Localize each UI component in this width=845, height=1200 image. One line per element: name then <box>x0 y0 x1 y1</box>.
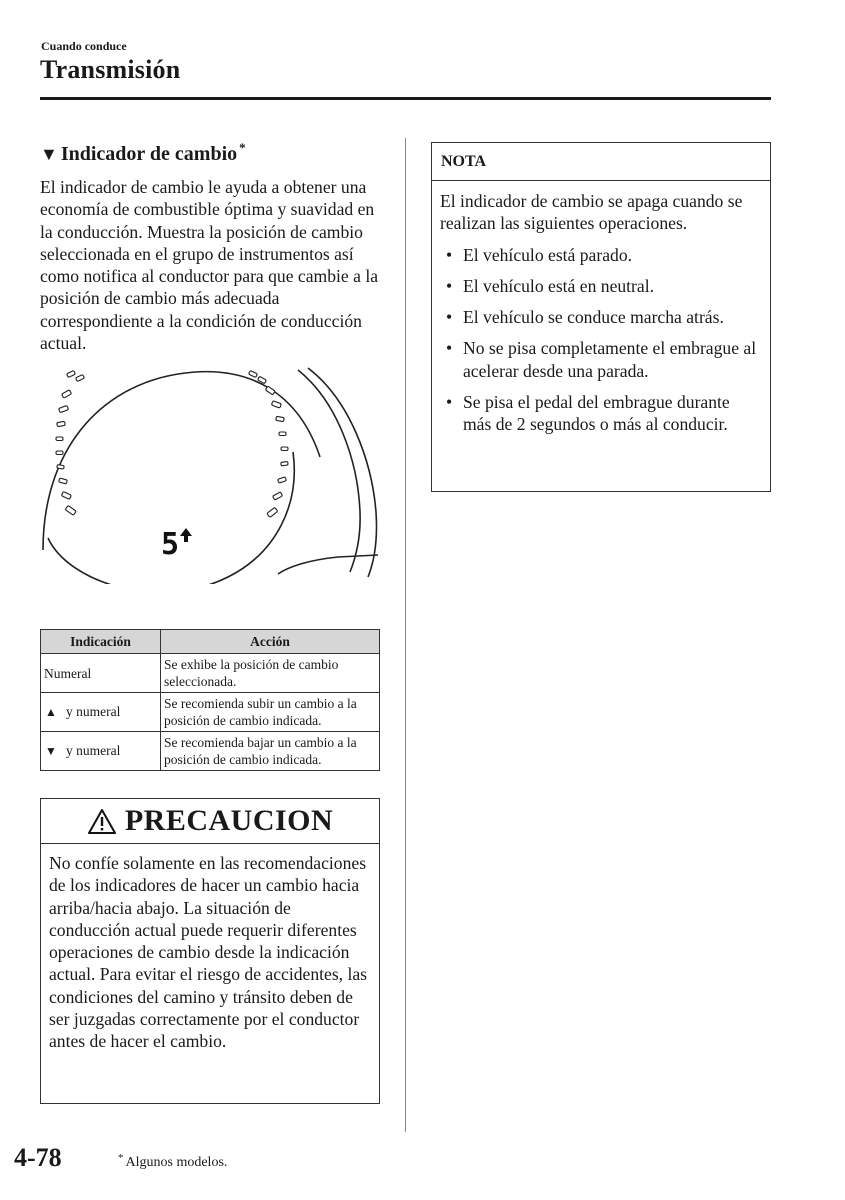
footnote <box>118 1152 227 1171</box>
triangle-marker-icon: ▼ <box>40 144 58 164</box>
cluster-bezel <box>298 370 360 572</box>
list-item: • El vehículo está parado. <box>446 244 633 265</box>
row-action: Se exhibe la posición de cambio seleccionada. <box>161 654 380 693</box>
caution-header <box>41 799 379 844</box>
gauge-tick-marks <box>56 370 288 517</box>
note-box <box>431 142 771 492</box>
row-action: Se recomienda bajar un cambio a la posición de cambio indicada. <box>161 732 380 771</box>
bullet-icon: • <box>446 338 453 359</box>
gear-digit: 5 <box>161 527 180 562</box>
gauge-inner-ring <box>48 452 294 584</box>
table-header-indication: Indicación <box>41 630 161 654</box>
row-indication: y numeral <box>66 743 121 758</box>
footnote-marker: * <box>239 140 246 155</box>
bullet-icon: • <box>446 275 453 296</box>
gauge-outer-ring <box>43 372 320 550</box>
caution-box <box>40 798 380 1104</box>
bullet-icon: • <box>446 307 453 328</box>
row-indication: y numeral <box>66 704 121 719</box>
footnote-text: Algunos modelos. <box>125 1155 228 1170</box>
page-number: 4-78 <box>14 1143 62 1172</box>
shift-up-arrow-icon <box>180 528 192 542</box>
footnote-marker: * <box>118 1152 124 1164</box>
intro-paragraph: El indicador de cambio le ayuda a obtener una economía de combustible óptima y suavidad en la conducción. Muestra la posición de cambio seleccionada en el grupo de instrumentos así como notifica al conductor para que cambie a la posición de cambio más adecuada correspondiente a la condición de conducción actual. <box>40 177 379 354</box>
bullet-icon: • <box>446 392 453 413</box>
list-item: • El vehículo se conduce marcha atrás. <box>446 307 724 328</box>
row-action: Se recomienda subir un cambio a la posición de cambio indicada. <box>161 693 380 732</box>
caution-title: PRECAUCION <box>124 804 334 837</box>
cluster-bezel-inner <box>308 368 377 577</box>
note-title: NOTA <box>432 143 770 181</box>
section-heading-text: Indicador de cambio <box>60 143 238 165</box>
list-item: • No se pisa completamente el embrague al acelerar desde una parada. <box>446 338 757 381</box>
table-row <box>41 732 380 771</box>
caution-text: No confíe solamente en las recomendaciones de los indicadores de hacer un cambio hacia arriba/hacia abajo. La situación de conducción actual puede requerir diferentes operaciones de cambio desde la indicación actual. Para evitar el riesgo de accidentes, las condiciones del camino y tránsito deben de ser juzgadas correctamente por el conductor antes de hacer el cambio. <box>49 853 368 1052</box>
section-heading <box>40 140 246 166</box>
list-item: • El vehículo está en neutral. <box>446 275 655 296</box>
cluster-bezel-edge <box>278 555 378 574</box>
note-intro: El indicador de cambio se apaga cuando se realizan las siguientes operaciones. <box>440 191 743 234</box>
row-indication: Numeral <box>41 654 161 693</box>
table-row <box>41 693 380 732</box>
note-list <box>440 244 762 436</box>
up-arrow-icon: ▲ <box>45 705 57 719</box>
bullet-icon: • <box>446 244 453 265</box>
table-header-action: Acción <box>161 630 380 654</box>
instrument-cluster-illustration <box>38 362 383 584</box>
down-arrow-icon: ▼ <box>45 744 57 758</box>
warning-triangle-icon <box>87 808 117 835</box>
column-divider <box>405 138 406 1132</box>
list-item: • Se pisa el pedal del embrague durante más de 2 segundos o más al conducir. <box>446 392 730 435</box>
section-label: Cuando conduce <box>41 39 127 53</box>
table-row <box>41 654 380 693</box>
indicator-table <box>40 629 380 771</box>
page-title: Transmisión <box>40 55 181 84</box>
header-rule <box>40 97 771 100</box>
